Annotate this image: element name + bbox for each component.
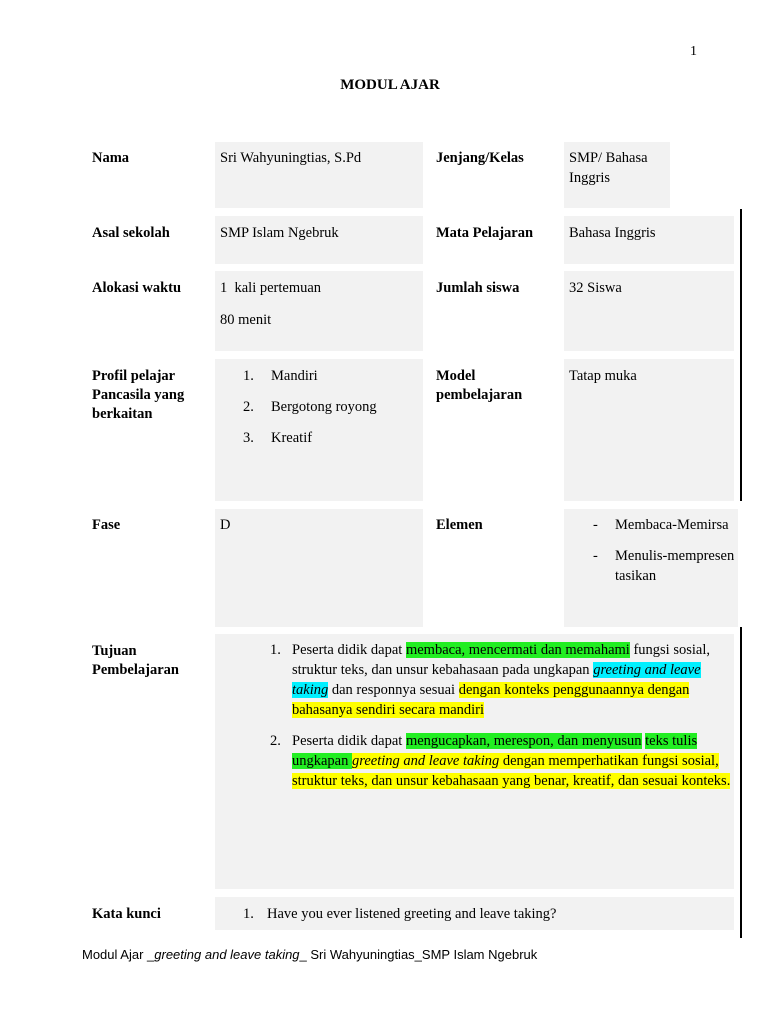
list-item — [243, 397, 418, 417]
highlight-yellow: dengan memperhatikan fungsi sosial, struktur teks, dan unsur kebahasaan yang benar, kreatif, dan sesuai konteks. — [292, 753, 731, 789]
text-segment: dan responnya sesuai — [328, 682, 459, 698]
highlight-yellow: dengan konteks penggunaannya dengan bahasanya sendiri secara mandiri — [292, 682, 690, 718]
list-number: 2. — [270, 733, 281, 749]
label-jenjang-kelas: Jenjang/Kelas — [436, 150, 524, 166]
list-item — [270, 731, 732, 791]
list-number: 3. — [243, 430, 254, 446]
value-jumlah-siswa: 32 Siswa — [569, 280, 622, 296]
label-jumlah-siswa: Jumlah siswa — [436, 280, 520, 296]
label-asal-sekolah: Asal sekolah — [92, 225, 170, 241]
highlight-yellow: greeting and leave taking — [352, 753, 500, 769]
page-footer — [82, 947, 537, 962]
value-alokasi-line2: 80 menit — [220, 312, 272, 328]
footer-text-italic: greeting and leave taking — [154, 947, 300, 962]
list-item — [243, 366, 418, 386]
value-jenjang-kelas: SMP/ Bahasa Inggris — [569, 150, 648, 186]
value-asal-sekolah: SMP Islam Ngebruk — [220, 225, 339, 241]
label-tujuan-pembelajaran: Tujuan Pembelajaran — [92, 643, 179, 678]
document-title: MODUL AJAR — [340, 77, 440, 93]
text-segment: fungsi sosial, struktur teks, dan unsur kebahasaan pada ungkapan — [292, 642, 710, 678]
cell-fase — [215, 509, 423, 627]
list-item — [593, 546, 738, 586]
text-segment: Peserta didik dapat — [292, 733, 406, 749]
highlight-green: membaca, mencermati dan memahami — [405, 642, 630, 658]
value-nama: Sri Wahyuningtias, S.Pd — [220, 150, 362, 166]
label-elemen: Elemen — [436, 517, 483, 533]
footer-text: Modul Ajar _ — [82, 947, 155, 962]
value-fase: D — [220, 517, 231, 533]
tujuan-list — [270, 640, 732, 802]
label-fase: Fase — [92, 517, 121, 533]
table-border-right-2 — [740, 627, 742, 938]
label-nama: Nama — [92, 150, 130, 166]
table-border-right-1 — [740, 209, 742, 501]
list-number: 1. — [270, 642, 281, 658]
highlight-green: mengucapkan, merespon, dan menyusun — [405, 733, 642, 749]
list-number: 1. — [243, 368, 254, 384]
list-text: Bergotong royong — [271, 399, 377, 415]
page-number: 1 — [690, 44, 697, 59]
list-item — [270, 640, 732, 720]
value-model-pembelajaran: Tatap muka — [569, 368, 637, 384]
list-text: Menulis-mempresentasikan — [615, 548, 735, 584]
list-item — [243, 904, 723, 924]
text-segment: Peserta didik dapat — [292, 642, 406, 658]
value-alokasi-line1: 1 kali pertemuan — [220, 280, 322, 296]
elemen-list — [593, 515, 738, 597]
label-model-pembelajaran: Model pembelajaran — [436, 368, 523, 403]
list-item — [243, 428, 418, 448]
list-number: 1. — [243, 906, 254, 922]
highlight-cyan: greeting and leave taking — [292, 662, 701, 698]
label-mata-pelajaran: Mata Pelajaran — [436, 225, 534, 241]
list-text: Mandiri — [271, 368, 318, 384]
list-text: Membaca-Memirsa — [615, 517, 729, 533]
value-mata-pelajaran: Bahasa Inggris — [569, 225, 656, 241]
list-item — [593, 515, 738, 535]
highlight-green: teks tulis ungkapan — [292, 733, 698, 769]
list-text: Have you ever listened greeting and leave taking? — [267, 906, 557, 922]
footer-text: _ Sri Wahyuningtias_SMP Islam Ngebruk — [299, 947, 538, 962]
label-alokasi-waktu: Alokasi waktu — [92, 280, 182, 296]
kata-kunci-list — [243, 904, 723, 935]
list-dash: - — [593, 517, 598, 533]
label-kata-kunci: Kata kunci — [92, 906, 161, 922]
profil-list — [243, 366, 418, 459]
list-dash: - — [593, 548, 598, 564]
list-text: Kreatif — [271, 430, 313, 446]
label-profil-pelajar: Profil pelajar Pancasila yang berkaitan — [92, 368, 185, 422]
list-number: 2. — [243, 399, 254, 415]
